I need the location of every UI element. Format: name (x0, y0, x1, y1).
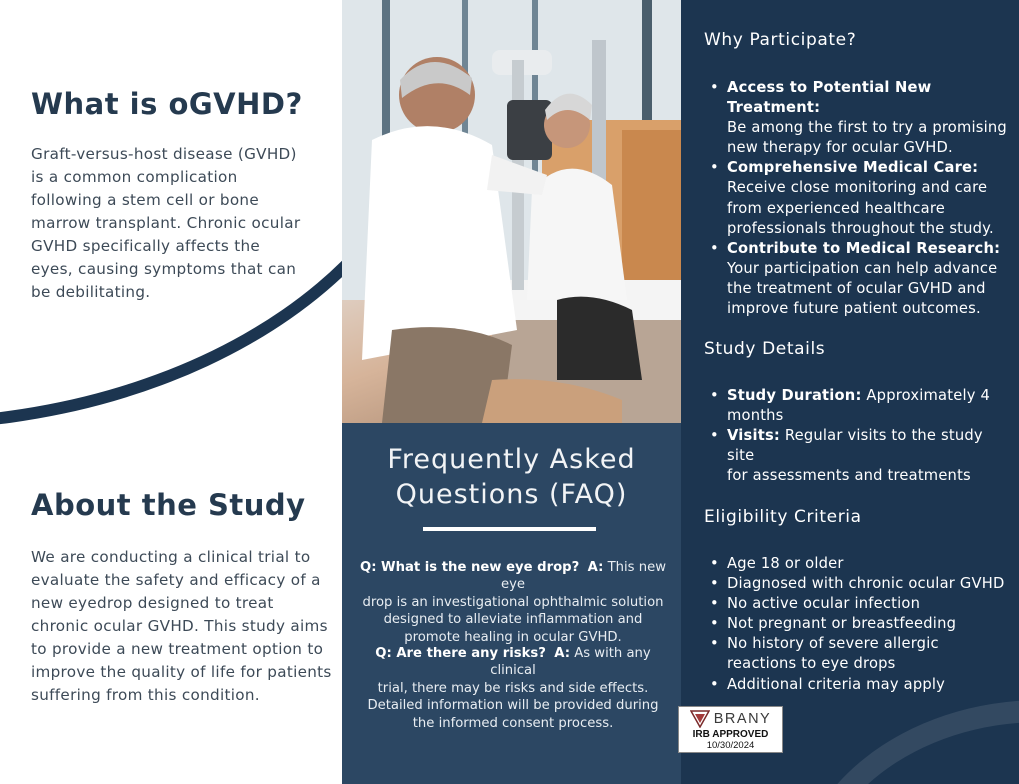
irb-status: IRB APPROVED (692, 729, 769, 740)
study-details-heading: Study Details (704, 339, 826, 359)
faq-item-eye-drop: Q: What is the new eye drop? A: This new eye drop is an investigational ophthalmic solution designed to alleviate inflammation and promote healing in ocular GVHD. (359, 560, 666, 645)
list-item: • No history of severe allergic reactions to eye drops (704, 634, 1009, 674)
study-details-list (704, 386, 1009, 486)
list-item: • Study Duration: Approximately 4 months (704, 386, 1009, 426)
list-item: • Not pregnant or breastfeeding (704, 614, 1009, 634)
brany-shield-icon (690, 710, 710, 728)
eligibility-list (704, 554, 1009, 695)
eye-exam-photo (342, 0, 681, 423)
list-item: • Comprehensive Medical Care: Receive close monitoring and care from experienced healthcare professionals throughout the study. (704, 158, 1009, 238)
faq-item-risks: Q: Are there any risks? A: As with any clinical trial, there may be risks and side effects. Detailed information will be provided during the informed consent process. (367, 646, 659, 731)
decorative-arc-right (791, 700, 1019, 784)
list-item: • Additional criteria may apply (704, 675, 1009, 695)
why-participate-list (704, 78, 1009, 319)
irb-date: 10/30/2024 (706, 740, 755, 751)
eye-exam-illustration (342, 0, 681, 423)
list-item: • Access to Potential New Treatment: Be among the first to try a promising new therapy for ocular GVHD. (704, 78, 1009, 158)
list-item: • Diagnosed with chronic ocular GVHD (704, 574, 1009, 594)
faq-divider (423, 527, 596, 531)
list-item: • No active ocular infection (704, 594, 1009, 614)
about-study-heading: About the Study (31, 488, 306, 522)
list-item: • Contribute to Medical Research: Your participation can help advance the treatment of ocular GVHD and improve future patient outcomes. (704, 239, 1009, 319)
what-is-ogvhd-heading: What is oGVHD? (31, 87, 303, 121)
right-column (681, 0, 1019, 784)
what-is-ogvhd-text: Graft-versus-host disease (GVHD) is a common complication following a stem cell or bone marrow transplant. Chronic ocular GVHD specifically affects the eyes, causing symptoms that can be debilitating. (31, 145, 301, 301)
brany-name: BRANY (713, 711, 772, 727)
why-participate-heading: Why Participate? (704, 30, 857, 50)
irb-approval-stamp (678, 706, 783, 753)
list-item: • Visits: Regular visits to the study site for assessments and treatments (704, 426, 1009, 486)
left-column (0, 0, 342, 784)
about-study-text: We are conducting a clinical trial to evaluate the safety and efficacy of a new eyedrop designed to treat chronic ocular GVHD. This study aims to provide a new treatment option to improve the quality of life for patients suffering from this condition. (31, 548, 332, 704)
list-item: • Age 18 or older (704, 554, 1009, 574)
eligibility-heading: Eligibility Criteria (704, 507, 862, 527)
faq-title: Frequently Asked Questions (FAQ) (387, 444, 636, 510)
middle-column (342, 0, 681, 784)
